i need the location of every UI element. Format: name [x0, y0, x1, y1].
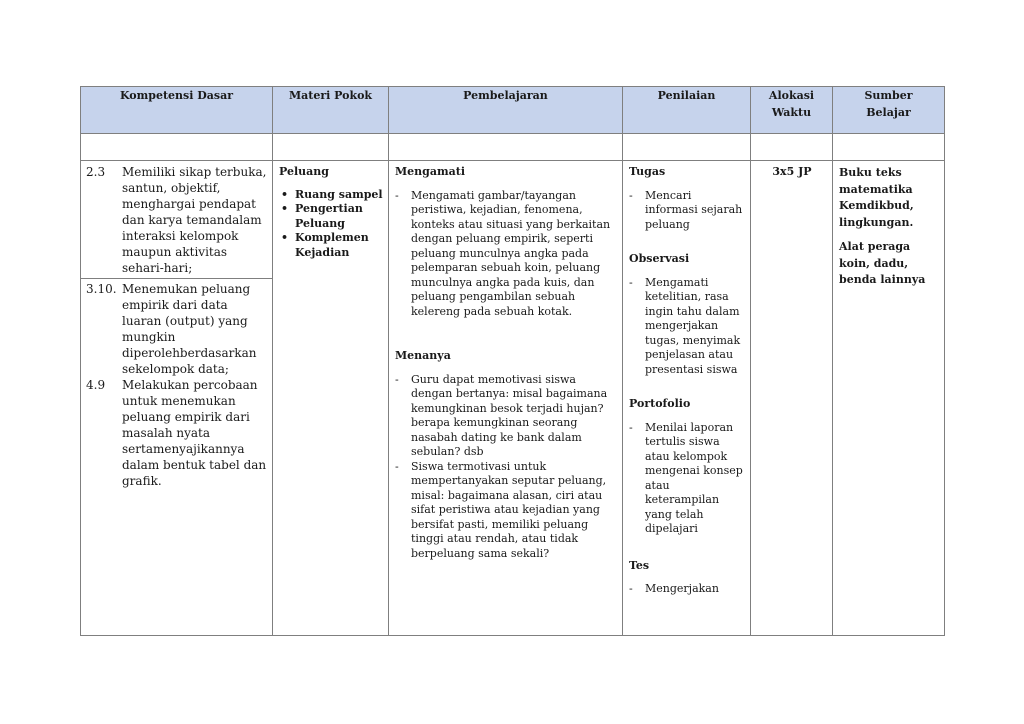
header-row: [81, 87, 945, 134]
header-materi-pokok: Materi Pokok: [273, 87, 389, 134]
materi-title: Peluang: [279, 165, 329, 178]
materi-list: [279, 188, 383, 261]
section-heading: Tes: [629, 558, 650, 572]
list-item: - Mencari informasi sejarah peluang: [629, 188, 743, 231]
section-heading: Menanya: [395, 349, 451, 362]
header-kompetensi-dasar: Kompetensi Dasar: [81, 87, 273, 134]
header-alokasi-waktu: Alokasi Waktu: [751, 87, 833, 134]
list-item: • Ruang sampel: [291, 188, 383, 203]
section-heading: Portofolio: [629, 397, 691, 410]
kd-text: Memiliki sikap terbuka, santun, objektif, menghargai pendapat dan karya temandalam interaksi kelompok maupun aktivitas sehari-hari;: [122, 165, 267, 275]
kd-item: [81, 164, 272, 276]
kd-cell: [81, 161, 273, 636]
kd-text: Melakukan percobaan untuk menemukan peluang empirik dari masalah nyata sertamenyajikannya dalam bentuk tabel dan grafik.: [122, 378, 267, 488]
section-heading: Mengamati: [395, 165, 466, 178]
header-penilaian: Penilaian: [623, 87, 751, 134]
penilaian-cell: [623, 161, 751, 636]
syllabus-table: [80, 86, 945, 636]
header-sumber-belajar: Sumber Belajar: [833, 87, 945, 134]
materi-cell: [273, 161, 389, 636]
sumber-cell: [833, 161, 945, 636]
alokasi-cell: [751, 161, 833, 636]
sumber-text: Buku teks matematika Kemdikbud, lingkungan.: [839, 166, 914, 229]
kd-number: 3.10.: [86, 282, 117, 296]
section-heading: Tugas: [629, 165, 666, 178]
pembelajaran-cell: [389, 161, 623, 636]
list-item: - Menilai laporan tertulis siswa atau kelompok mengenai konsep atau keterampilan yang telah dipelajari: [629, 420, 743, 535]
kd-number: 4.9: [86, 378, 106, 392]
sumber-text: Alat peraga koin, dadu, benda lainnya: [839, 240, 926, 286]
list-item: - Mengerjakan: [629, 582, 719, 595]
spacer-row: [81, 134, 945, 161]
kd-item: [81, 278, 272, 377]
list-item: - Guru dapat memotivasi siswa dengan bertanya: misal bagaimana kemungkinan besok terjadi hujan? berapa kemungkinan seorang nasabah dating ke bank dalam sebulan? dsb: [395, 372, 608, 458]
kd-number: 2.3: [86, 165, 106, 179]
list-item: - Siswa termotivasi untuk mempertanyakan seputar peluang, misal: bagaimana alasan, ciri atau sifat peristiwa atau kejadian yang bersifat pasti, memiliki peluang tinggi atau rendah, atau tidak berpeluang sama sekali?: [395, 459, 607, 560]
header-pembelajaran: Pembelajaran: [389, 87, 623, 134]
kd-item: [81, 377, 272, 489]
section-heading: Observasi: [629, 252, 690, 265]
alokasi-value: 3x5 JP: [772, 165, 812, 178]
list-item: - Mengamati ketelitian, rasa ingin tahu dalam mengerjakan tugas, menyimak penjelasan atau presentasi siswa: [629, 275, 741, 376]
list-item: • Komplemen Kejadian: [291, 231, 383, 260]
list-item: • Pengertian Peluang: [291, 202, 383, 231]
kd-text: Menemukan peluang empirik dari data luaran (output) yang mungkin diperolehberdasarkan sekelompok data;: [122, 282, 257, 376]
content-row: [81, 161, 945, 636]
list-item: - Mengamati gambar/tayangan peristiwa, kejadian, fenomena, konteks atau situasi yang berkaitan dengan peluang empirik, seperti peluang munculnya angka pada pelemparan sebuah koin, peluang munculnya angka pada kuis, dan peluang pengambilan sebuah kelereng pada sebuah kotak.: [395, 188, 611, 318]
